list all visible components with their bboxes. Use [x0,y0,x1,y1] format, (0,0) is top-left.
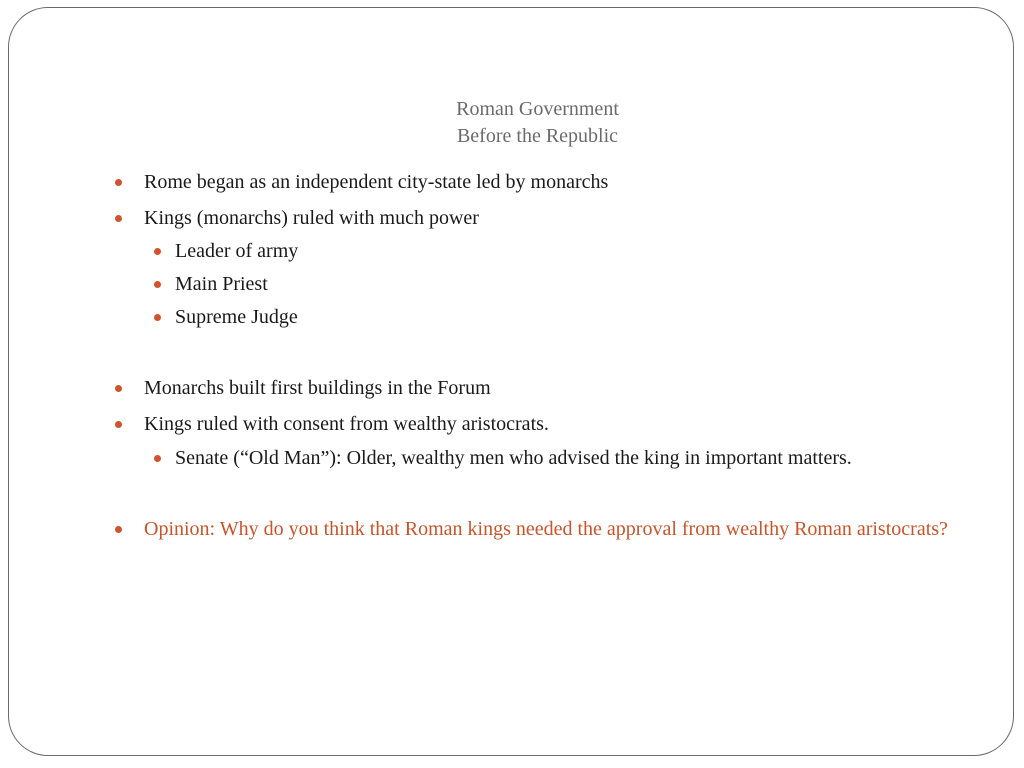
bullet-dot-icon [115,179,122,186]
bullet-text: Kings (monarchs) ruled with much power [144,207,479,229]
bullet-text: Kings ruled with consent from wealthy aristocrats. [144,413,549,435]
opinion-question-text: Opinion: Why do you think that Roman kings needed the approval from wealthy Roman aristocrats? [144,518,948,540]
opinion-bullet-item [144,515,954,543]
sub-bullet-item [175,237,298,265]
bullet-dot-icon [154,248,161,255]
bullet-text: Monarchs built first buildings in the Forum [144,377,491,399]
bullet-dot-icon [154,455,161,462]
bullet-item [144,168,608,196]
bullet-dot-icon [115,526,122,533]
bullet-dot-icon [154,281,161,288]
bullet-dot-icon [154,314,161,321]
sub-bullet-item [175,270,268,298]
sub-bullet-item [175,444,852,472]
bullet-text: Rome began as an independent city-state led by monarchs [144,171,609,193]
bullet-text: Senate (“Old Man”): Older, wealthy men who advised the king in important matters. [175,447,852,469]
bullet-dot-icon [115,385,122,392]
bullet-item [144,374,491,402]
slide-title-line-1: Roman Government [456,98,619,120]
bullet-text: Leader of army [175,240,299,262]
bullet-dot-icon [115,215,122,222]
bullet-text: Supreme Judge [175,306,298,328]
bullet-item [144,410,549,438]
bullet-text: Main Priest [175,273,268,295]
slide-title-line-2: Before the Republic [456,125,619,147]
sub-bullet-item [175,303,298,331]
bullet-dot-icon [115,421,122,428]
bullet-item [144,204,479,232]
